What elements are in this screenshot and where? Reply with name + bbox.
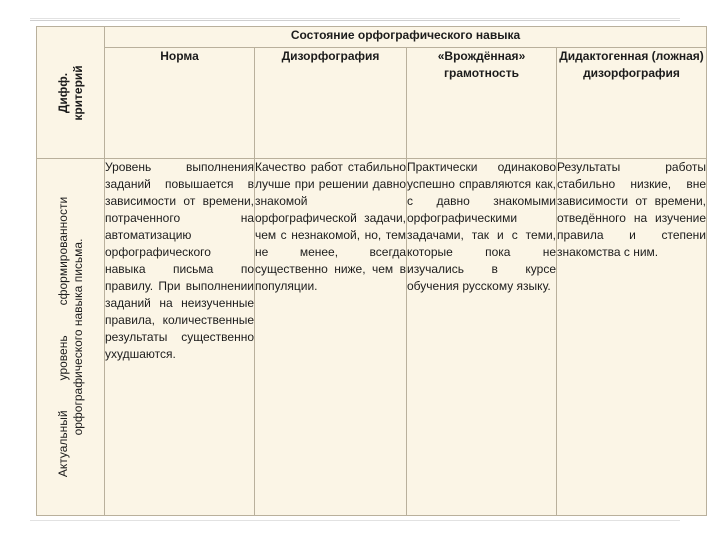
group-header-row (37, 27, 707, 48)
row-label: Актуальный уровень сформированности орфографического навыка письма. (55, 196, 85, 478)
column-header-didactogenic: Дидактогенная (ложная) дизорфография (557, 48, 707, 159)
slide-frame-top (30, 20, 680, 21)
column-header-innate-literacy: «Врождённая» грамотность (407, 48, 557, 159)
cell-norm: Уровень выполнения заданий повышается в зависимости от времени, потраченного на автоматизацию орфографического навыка письма по правилу. При выполнении заданий на неизученные правила, количественные результаты существенно ухудшаются. (105, 159, 255, 516)
slide-frame-bottom (30, 520, 680, 521)
group-header: Состояние орфографического навыка (105, 27, 707, 48)
row-label-cell (37, 159, 105, 516)
criterion-label-cell (37, 27, 105, 159)
cell-didactogenic: Результаты работы стабильно низкие, вне зависимости от времени, отведённого на изучение правила и степени знакомства с ним. (557, 159, 707, 516)
column-header-row (37, 48, 707, 159)
criterion-label: Дифф. критерий (55, 64, 85, 121)
column-header-dysorthography: Дизорфография (255, 48, 407, 159)
cell-innate-literacy: Практически одинаково успешно справляются как, с давно знакомыми орфографическими задачами, так и с теми, которые пока не изучались в курсе обучения русскому языку. (407, 159, 557, 516)
slide-frame-top-outer (30, 18, 680, 19)
body-row (37, 159, 707, 516)
cell-dysorthography: Качество работ стабильно лучше при решении давно знакомой орфографической задачи, чем с незнакомой, но, тем не менее, всегда существенно ниже, чем в популяции. (255, 159, 407, 516)
orthography-skill-table (36, 26, 707, 516)
column-header-norm: Норма (105, 48, 255, 159)
